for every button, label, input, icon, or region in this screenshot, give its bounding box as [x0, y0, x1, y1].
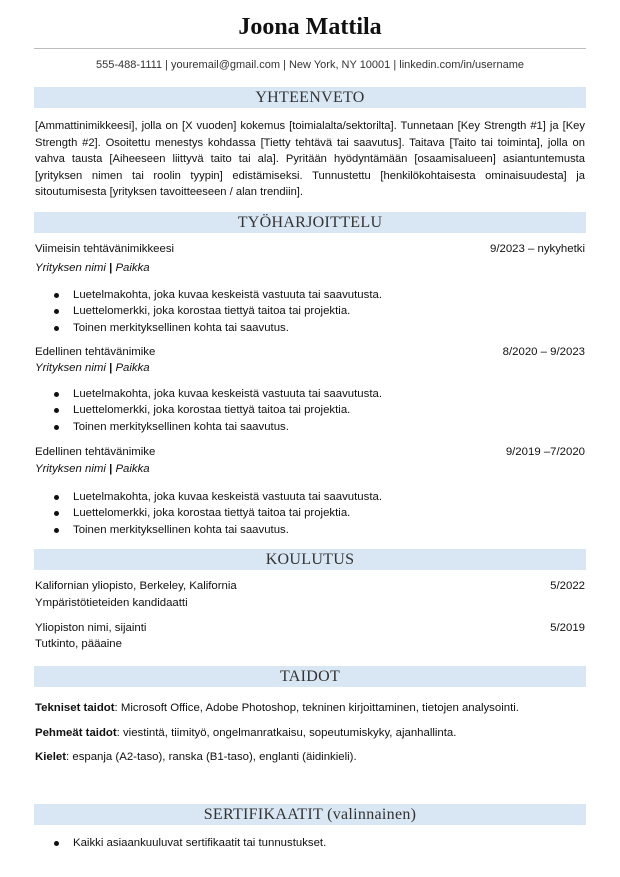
list-item: Luetelmakohta, joka kuvaa keskeistä vastuuta tai saavutusta.	[35, 386, 575, 402]
company-separator: |	[109, 362, 113, 374]
job-header	[35, 446, 585, 462]
company-place: Paikka	[115, 463, 150, 475]
job-company	[35, 463, 150, 475]
bullet-icon	[54, 841, 59, 846]
job-header	[35, 243, 585, 259]
school-name: Kalifornian yliopisto, Berkeley, Kalifornia	[35, 580, 237, 592]
job-dates: 9/2019 –7/2020	[505, 446, 585, 458]
skill-line	[35, 702, 585, 714]
bullet-icon	[54, 293, 59, 298]
bullet-icon	[54, 309, 59, 314]
header-divider	[34, 48, 586, 49]
skill-label: Pehmeät taidot	[35, 727, 117, 739]
skill-line	[35, 727, 585, 739]
company-name: Yrityksen nimi	[35, 362, 106, 374]
company-place: Paikka	[115, 262, 150, 274]
job-company	[35, 262, 150, 274]
section-title-certifications: SERTIFIKAATIT (valinnainen)	[34, 804, 586, 825]
degree: Ympäristötieteiden kandidaatti	[35, 597, 188, 609]
job-bullets	[35, 287, 575, 336]
job-dates: 8/2020 – 9/2023	[502, 346, 585, 358]
company-name: Yrityksen nimi	[35, 262, 106, 274]
company-name: Yrityksen nimi	[35, 463, 106, 475]
bullet-icon	[54, 326, 59, 331]
company-separator: |	[109, 262, 113, 274]
skill-text: : Microsoft Office, Adobe Photoshop, tekninen kirjoittaminen, tietojen analysointi.	[114, 702, 519, 714]
bullet-icon	[54, 392, 59, 397]
list-item: Luetelmakohta, joka kuvaa keskeistä vastuuta tai saavutusta.	[35, 287, 575, 303]
job-company	[35, 362, 150, 374]
section-title-skills: TAIDOT	[34, 666, 586, 687]
list-item: Toinen merkityksellinen kohta tai saavutus.	[35, 320, 575, 336]
skill-label: Kielet	[35, 751, 67, 763]
list-item: Luetelmakohta, joka kuvaa keskeistä vastuuta tai saavutusta.	[35, 489, 575, 505]
candidate-name: Joona Mattila	[238, 14, 382, 40]
job-title: Viimeisin tehtävänimikkeesi	[35, 243, 175, 255]
bullet-icon	[54, 511, 59, 516]
company-place: Paikka	[115, 362, 150, 374]
degree: Tutkinto, pääaine	[35, 638, 122, 650]
education-header	[35, 580, 585, 596]
job-header	[35, 346, 585, 362]
bullet-icon	[54, 528, 59, 533]
company-separator: |	[109, 463, 113, 475]
section-title-experience: TYÖHARJOITTELU	[34, 212, 586, 233]
skill-line	[35, 751, 585, 763]
summary-text: [Ammattinimikkeesi], jolla on [X vuoden] kokemus [toimialalta/sektorilta]. Tunnetaan [Key Strength #1] ja [Key Strength #2]. Osoitettu menestys kohdassa [Tietty tehtävä tai saavutus]. Taitava [Taito tai toiminta], jolla on vahva tausta [Aiheeseen liittyvä taito tai ala]. Pyritään hyödyntämään [osaamisalueen] asiantuntemusta [yrityksen nimen tai roolin tyypin] edistämiseksi. Tunnustettu [henkilökohtaisesta ominaisuudesta] ja sitoutumisesta [yrityksen tavoitteeseen / alan trendiin].	[35, 120, 585, 199]
job-title: Edellinen tehtävänimike	[35, 446, 156, 458]
job-title: Edellinen tehtävänimike	[35, 346, 156, 358]
bullet-icon	[54, 495, 59, 500]
bullet-icon	[54, 408, 59, 413]
list-item: Luettelomerkki, joka korostaa tiettyä taitoa tai projektia.	[35, 505, 575, 521]
job-bullets	[35, 386, 575, 435]
list-item: Toinen merkityksellinen kohta tai saavutus.	[35, 419, 575, 435]
graduation-date: 5/2022	[550, 580, 585, 592]
school-name: Yliopiston nimi, sijainti	[35, 622, 147, 634]
list-item: Luettelomerkki, joka korostaa tiettyä taitoa tai projektia.	[35, 402, 575, 418]
education-header	[35, 622, 585, 638]
graduation-date: 5/2019	[550, 622, 585, 634]
section-title-summary: YHTEENVETO	[34, 87, 586, 108]
list-item: Toinen merkityksellinen kohta tai saavutus.	[35, 522, 575, 538]
bullet-icon	[54, 425, 59, 430]
job-dates: 9/2023 – nykyhetki	[490, 243, 585, 255]
list-item: Luettelomerkki, joka korostaa tiettyä taitoa tai projektia.	[35, 303, 575, 319]
skill-text: : espanja (A2-taso), ranska (B1-taso), englanti (äidinkieli).	[66, 751, 357, 763]
certification-bullets	[35, 835, 575, 851]
skill-label: Tekniset taidot	[35, 702, 115, 714]
skill-text: : viestintä, tiimityö, ongelmanratkaisu, sopeutumiskyky, ajanhallinta.	[116, 727, 457, 739]
contact-line: 555-488-1111 | youremail@gmail.com | New York, NY 10001 | linkedin.com/in/username	[96, 59, 524, 71]
job-bullets	[35, 489, 575, 538]
list-item: Kaikki asiaankuuluvat sertifikaatit tai tunnustukset.	[35, 835, 575, 851]
section-title-education: KOULUTUS	[34, 549, 586, 570]
